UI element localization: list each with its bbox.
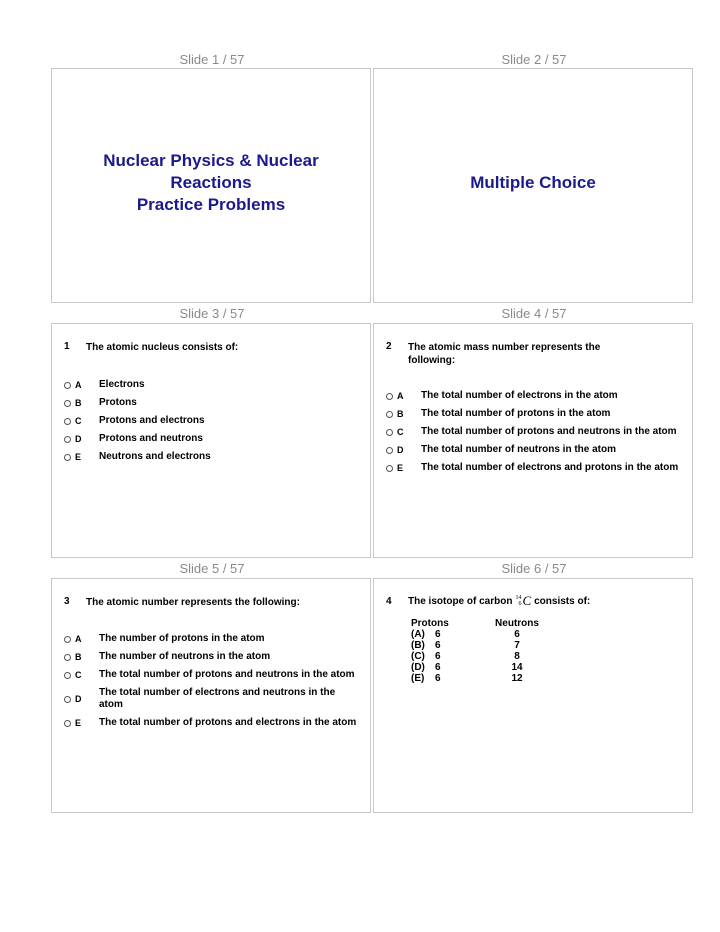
question-text: The isotope of carbon — [408, 595, 513, 607]
row-letter: (E) — [411, 673, 425, 684]
radio-icon[interactable] — [64, 436, 71, 443]
slide-label: Slide 4 / 57 — [501, 306, 567, 321]
radio-icon[interactable] — [64, 400, 71, 407]
question — [64, 596, 360, 609]
question-text: The atomic mass number represents the following: — [408, 342, 601, 366]
isotope-table — [411, 618, 547, 684]
option-a[interactable] — [64, 379, 360, 391]
row-letter: (B) — [411, 640, 425, 651]
option-b[interactable] — [386, 408, 682, 420]
atomic-number: 6 — [518, 601, 522, 607]
radio-icon[interactable] — [64, 454, 71, 461]
option-a[interactable] — [386, 390, 682, 402]
neutrons-value: 7 — [514, 640, 520, 651]
slide-3 — [51, 323, 371, 558]
radio-icon[interactable] — [64, 672, 71, 679]
radio-icon[interactable] — [64, 654, 71, 661]
radio-icon[interactable] — [64, 418, 71, 425]
option-text: The total number of protons and neutrons in the atom — [421, 426, 677, 437]
option-c[interactable] — [64, 415, 360, 427]
title-line: Nuclear Physics & Nuclear — [103, 150, 319, 170]
radio-icon[interactable] — [386, 393, 393, 400]
slide-4 — [373, 323, 693, 558]
carbon-isotope-notation — [515, 593, 531, 609]
neutrons-value: 14 — [511, 662, 523, 673]
neutrons-value: 6 — [514, 629, 520, 640]
option-e[interactable] — [386, 462, 682, 474]
option-d[interactable] — [64, 687, 360, 711]
question-number: 2 — [386, 341, 392, 352]
option-letter: D — [397, 445, 404, 455]
table-row — [411, 640, 547, 651]
radio-icon[interactable] — [64, 696, 71, 703]
slide-6 — [373, 578, 693, 813]
slide-label: Slide 3 / 57 — [179, 306, 245, 321]
option-text: The total number of protons and electrons in the atom — [99, 717, 357, 728]
slide-2 — [373, 68, 693, 303]
option-letter: C — [397, 427, 404, 437]
options — [64, 633, 360, 735]
table-row — [411, 651, 547, 662]
element-symbol: C — [522, 593, 532, 608]
option-letter: B — [75, 652, 82, 662]
question-number: 4 — [386, 595, 392, 607]
option-letter: A — [75, 380, 82, 390]
slide-label: Slide 2 / 57 — [501, 52, 567, 67]
question-text: The atomic number represents the following: — [86, 597, 300, 608]
row-letter: (D) — [411, 662, 425, 673]
option-letter: D — [75, 434, 82, 444]
row-letter: (C) — [411, 651, 425, 662]
table-row — [411, 673, 547, 684]
option-d[interactable] — [386, 444, 682, 456]
option-text: Protons and neutrons — [99, 433, 203, 444]
slide-label: Slide 6 / 57 — [501, 561, 567, 576]
slide-1 — [51, 68, 371, 303]
option-text: The total number of neutrons in the atom — [421, 444, 616, 455]
table-row — [411, 629, 547, 640]
option-b[interactable] — [64, 651, 360, 663]
option-text: The number of neutrons in the atom — [99, 651, 271, 662]
table-row — [411, 662, 547, 673]
neutrons-value: 12 — [511, 673, 523, 684]
mass-number: 14 — [515, 595, 522, 601]
title-line: Practice Problems — [136, 194, 286, 214]
title-line: Multiple Choice — [470, 172, 596, 192]
option-text: The total number of electrons and neutrons in the atom — [99, 687, 336, 710]
question — [64, 341, 360, 354]
question-number: 3 — [64, 596, 70, 607]
protons-value: 6 — [435, 673, 441, 684]
radio-icon[interactable] — [64, 636, 71, 643]
protons-value: 6 — [435, 651, 441, 662]
protons-value: 6 — [435, 629, 441, 640]
option-e[interactable] — [64, 451, 360, 463]
option-text: The total number of electrons and protons in the atom — [421, 462, 679, 473]
slide-label: Slide 5 / 57 — [179, 561, 245, 576]
question-number: 1 — [64, 341, 70, 352]
table-header — [411, 618, 547, 629]
option-text: Protons — [99, 397, 137, 408]
radio-icon[interactable] — [386, 429, 393, 436]
title-line: Reactions — [170, 172, 252, 192]
option-letter: B — [75, 398, 82, 408]
option-text: Neutrons and electrons — [99, 451, 211, 462]
slide-label: Slide 1 / 57 — [179, 52, 245, 67]
radio-icon[interactable] — [64, 382, 71, 389]
option-letter: E — [75, 718, 82, 728]
option-letter: E — [75, 452, 82, 462]
radio-icon[interactable] — [386, 411, 393, 418]
protons-value: 6 — [435, 662, 441, 673]
option-d[interactable] — [64, 433, 360, 445]
neutrons-value: 8 — [514, 651, 520, 662]
question-text: consists of: — [534, 595, 591, 607]
option-letter: D — [75, 694, 82, 704]
option-text: Protons and electrons — [99, 415, 205, 426]
question — [386, 341, 682, 367]
option-text: Electrons — [99, 379, 145, 390]
radio-icon[interactable] — [386, 447, 393, 454]
option-b[interactable] — [64, 397, 360, 409]
options — [64, 379, 360, 469]
option-c[interactable] — [64, 669, 360, 681]
options — [386, 390, 682, 480]
slide-5 — [51, 578, 371, 813]
option-letter: C — [75, 416, 82, 426]
column-header: Neutrons — [495, 618, 539, 629]
option-c[interactable] — [386, 426, 682, 438]
option-letter: A — [397, 391, 404, 401]
option-letter: C — [75, 670, 82, 680]
radio-icon[interactable] — [386, 465, 393, 472]
option-letter: E — [397, 463, 404, 473]
row-letter: (A) — [411, 629, 425, 640]
column-header: Protons — [411, 618, 449, 629]
option-text: The number of protons in the atom — [99, 633, 265, 644]
question-text: The atomic nucleus consists of: — [86, 342, 239, 353]
option-letter: B — [397, 409, 404, 419]
question — [386, 593, 682, 609]
radio-icon[interactable] — [64, 720, 71, 727]
option-letter: A — [75, 634, 82, 644]
option-text: The total number of protons in the atom — [421, 408, 611, 419]
option-e[interactable] — [64, 717, 360, 729]
protons-value: 6 — [435, 640, 441, 651]
option-a[interactable] — [64, 633, 360, 645]
option-text: The total number of electrons in the atom — [421, 390, 618, 401]
option-text: The total number of protons and neutrons in the atom — [99, 669, 355, 680]
